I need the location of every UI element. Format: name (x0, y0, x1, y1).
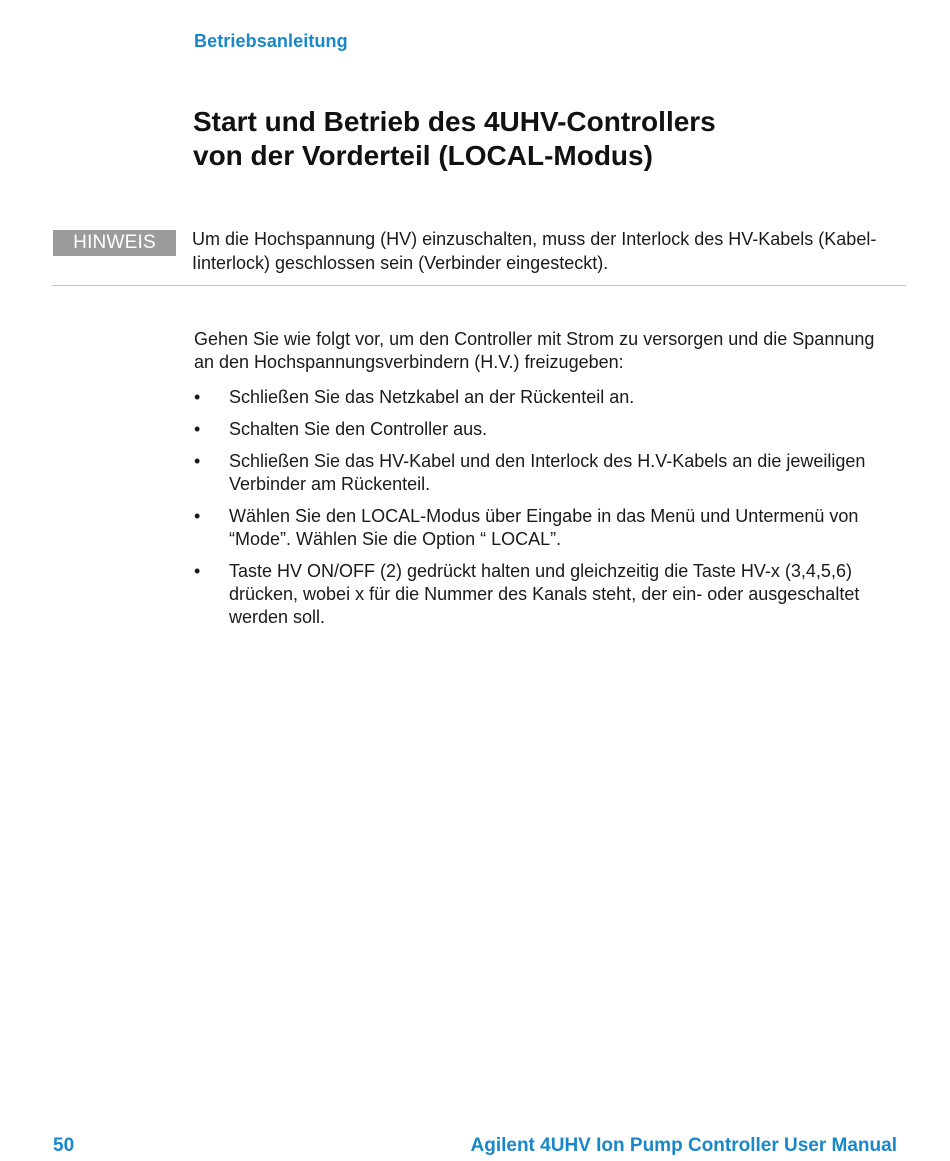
list-item-text: Schalten Sie den Controller aus. (229, 419, 488, 439)
list-item (194, 560, 904, 629)
steps-list (194, 386, 904, 638)
list-item-text: Wählen Sie den LOCAL-Modus über Eingabe in das Menü und Untermenü von “Mode”. Wählen Sie die Option “ LOCAL”. (229, 506, 859, 549)
manual-title: Agilent 4UHV Ion Pump Controller User Manual (470, 1135, 897, 1156)
note-text: Um die Hochspannung (HV) einzuschalten, muss der Interlock des HV-Kabels (Kabel-Iinterlock) geschlossen sein (Verbinder eingesteckt). (192, 229, 877, 273)
bullet-icon: • (194, 387, 201, 407)
section-title-line-2: von der Vorderteil (LOCAL-Modus) (193, 140, 653, 171)
list-item (194, 450, 904, 496)
list-item (194, 418, 904, 441)
running-head: Betriebsanleitung (194, 31, 348, 51)
bullet-icon: • (194, 419, 201, 439)
list-item (194, 505, 904, 551)
bullet-icon: • (194, 451, 201, 471)
page-number: 50 (53, 1135, 75, 1156)
list-item-text: Taste HV ON/OFF (2) gedrückt halten und gleichzeitig die Taste HV-x (3,4,5,6) drücken, wobei x für die Nummer des Kanals steht, der ein- oder ausgeschaltet werden soll. (229, 561, 860, 627)
note-divider (52, 285, 906, 286)
section-title (193, 105, 893, 173)
note-label-badge: HINWEIS (53, 230, 176, 256)
bullet-icon: • (194, 506, 201, 526)
list-item-text: Schließen Sie das HV-Kabel und den Interlock des H.V-Kabels an die jeweiligen Verbinder am Rückenteil. (229, 451, 866, 494)
list-item (194, 386, 904, 409)
list-item-text: Schließen Sie das Netzkabel an der Rückenteil an. (229, 387, 635, 407)
bullet-icon: • (194, 561, 201, 581)
section-title-line-1: Start und Betrieb des 4UHV-Controllers (193, 106, 716, 137)
intro-paragraph: Gehen Sie wie folgt vor, um den Controller mit Strom zu versorgen und die Spannung an den Hochspannungsverbindern (H.V.) freizugeben: (194, 329, 875, 372)
